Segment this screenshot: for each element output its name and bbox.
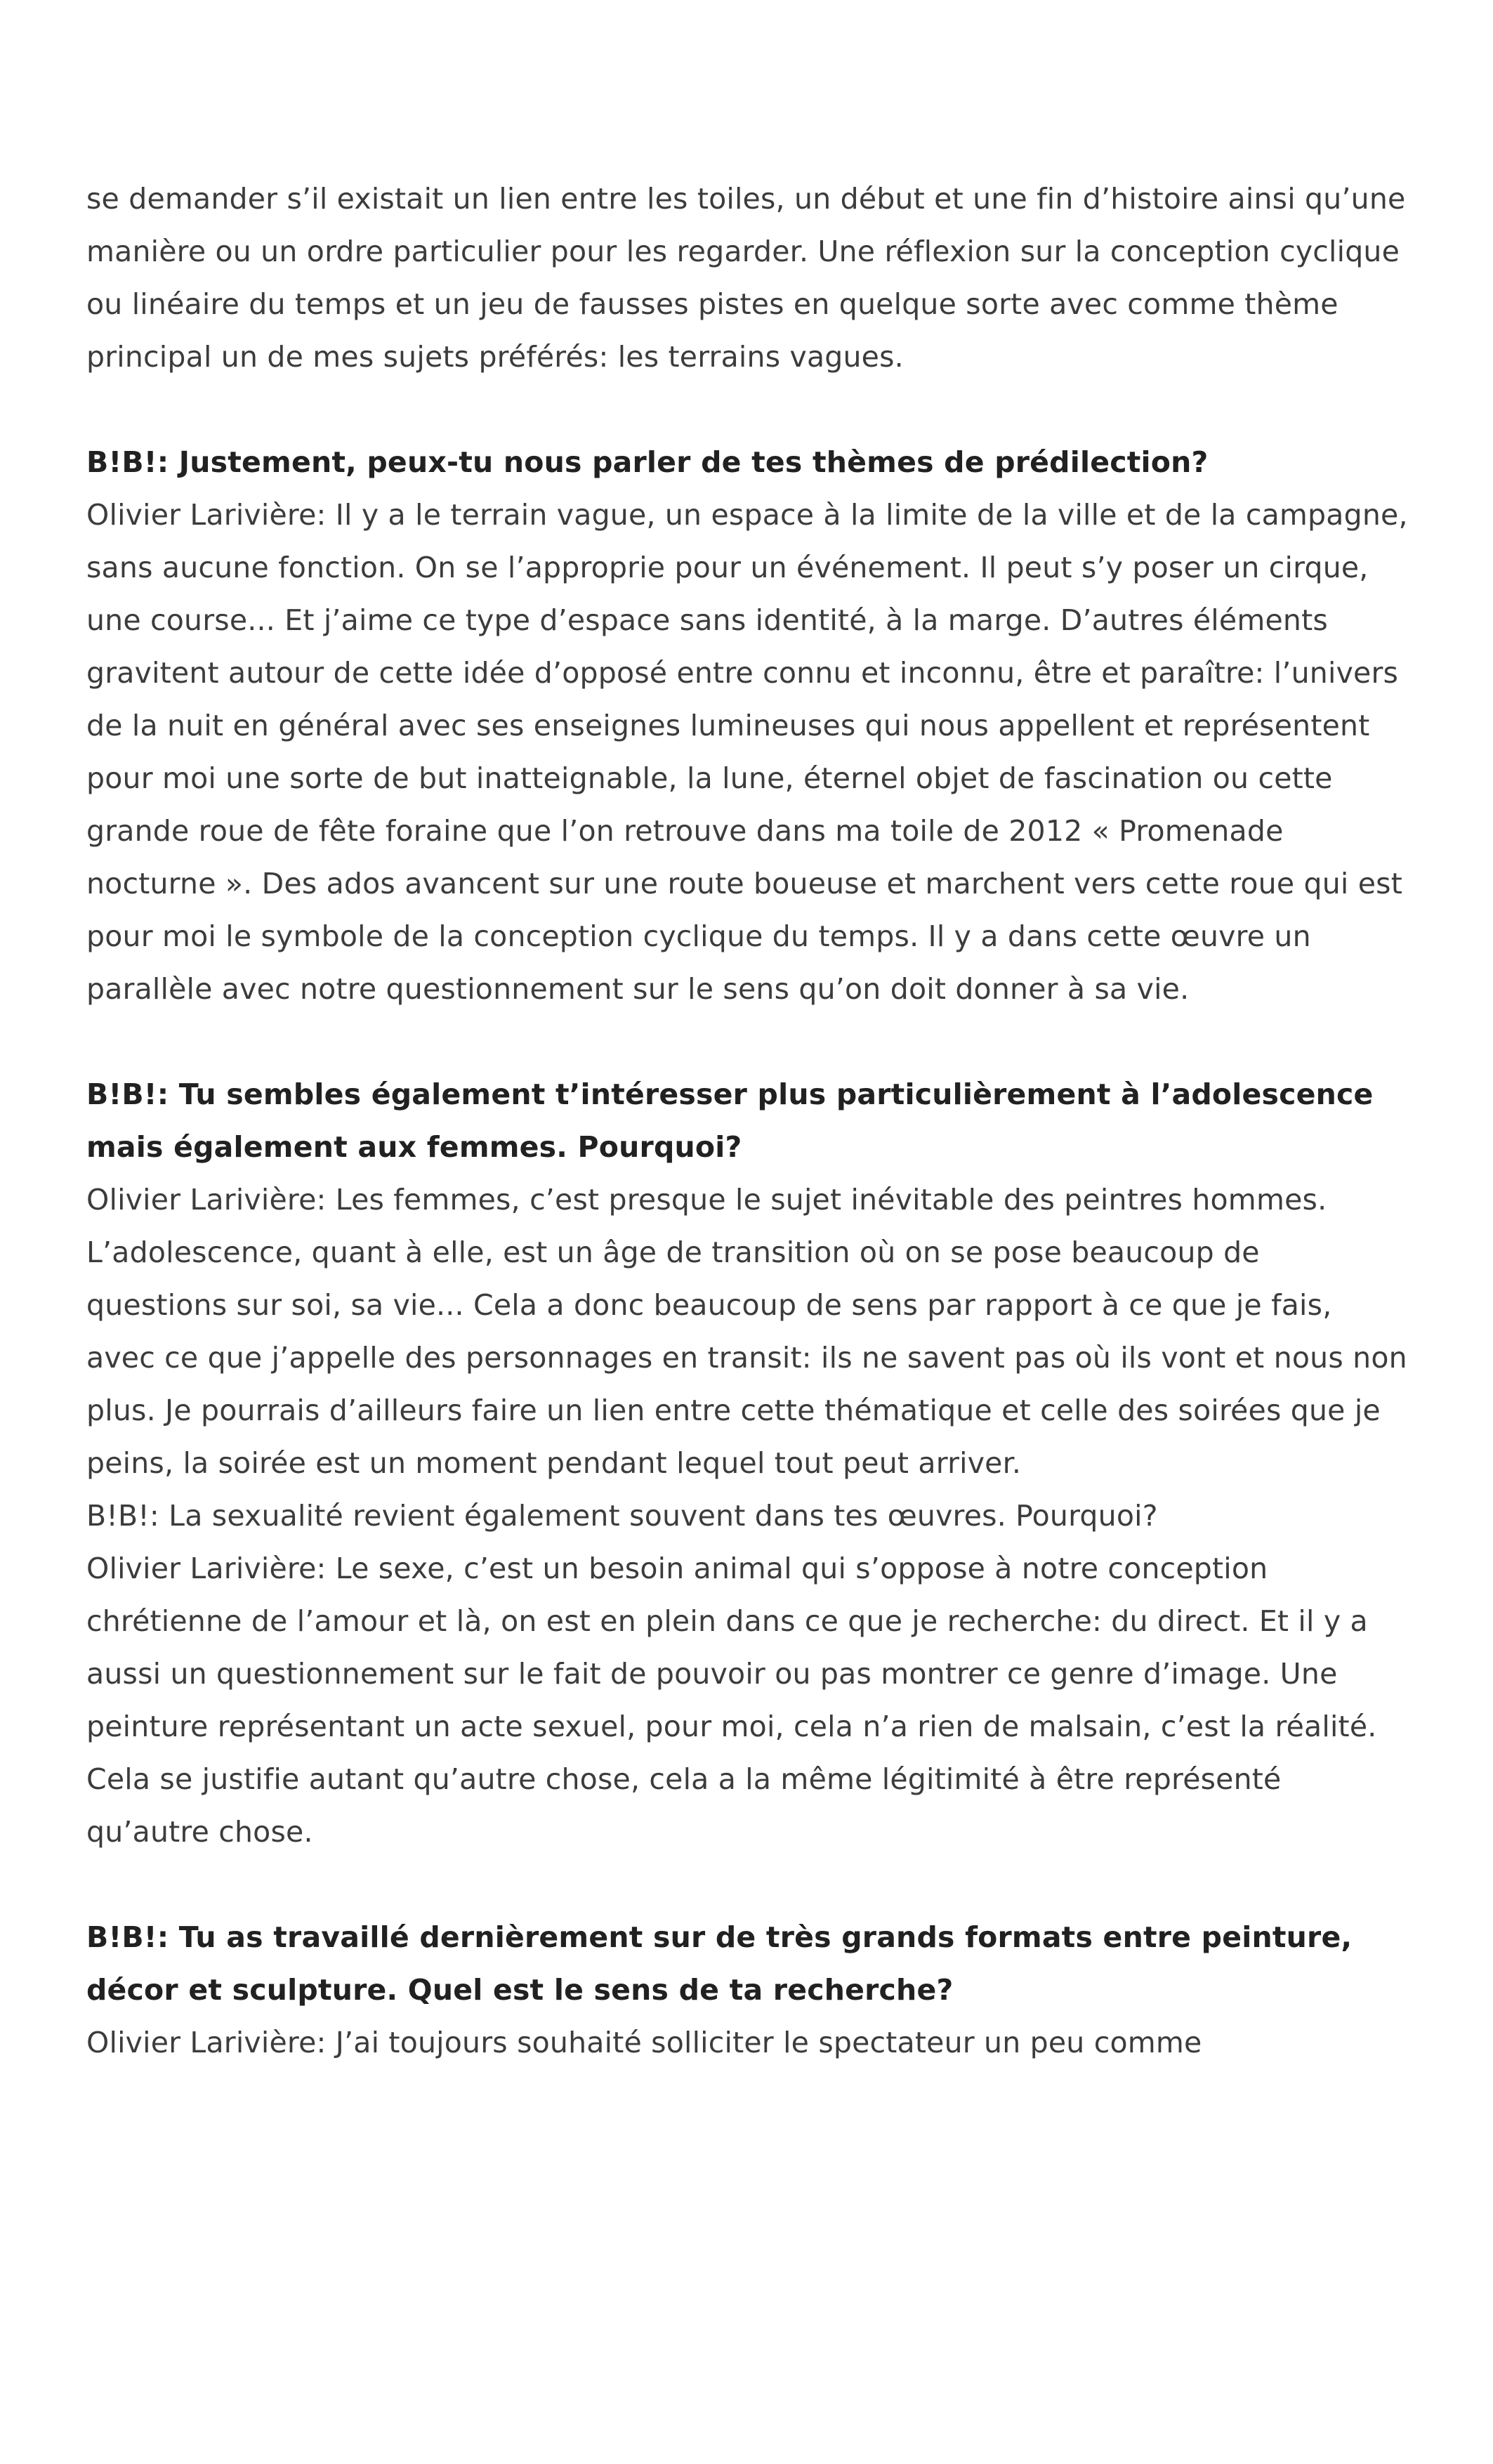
interview-answer-grands-formats-first-line: Olivier Larivière: J’ai toujours souhaité solliciter le spectateur un peu comme: [86, 2026, 1202, 2059]
interview-question-grands-formats: B!B!: Tu as travaillé dernièrement sur de très grands formats entre peinture, décor et sculpture. Quel est le sens de ta recherche?: [86, 1920, 1353, 2007]
interview-text-column: [86, 173, 1408, 2069]
interview-question-themes: B!B!: Justement, peux-tu nous parler de tes thèmes de prédilection?: [86, 445, 1209, 479]
paragraph-intro-continuation: se demander s’il existait un lien entre les toiles, un début et une fin d’histoire ainsi qu’une manière ou un ordre particulier pour les regarder. Une réflexion sur la conception cyclique ou linéaire du temps et un jeu de fausses pistes en quelque sorte avec comme thème principal un de mes sujets préférés: les terrains vagues.: [86, 182, 1406, 374]
interview-answer-sexualite: Olivier Larivière: Le sexe, c’est un besoin animal qui s’oppose à notre conception chrétienne de l’amour et là, on est en plein dans ce que je recherche: du direct. Et il y a aussi un questionnement sur le fait de pouvoir ou pas montrer ce genre d’image. Une peinture représentant un acte sexuel, pour moi, cela n’a rien de malsain, c’est la réalité. Cela se justifie autant qu’autre chose, cela a la même légitimité à être représenté qu’autre chose.: [86, 1552, 1377, 1849]
interview-answer-themes: Olivier Larivière: Il y a le terrain vague, un espace à la limite de la ville et de la campagne, sans aucune fonction. On se l’approprie pour un événement. Il peut s’y poser un cirque, une course... Et j’aime ce type d’espace sans identité, à la marge. D’autres éléments gravitent autour de cette idée d’opposé entre connu et inconnu, être et paraître: l’univers de la nuit en général avec ses enseignes lumineuses qui nous appellent et représentent pour moi une sorte de but inatteignable, la lune, éternel objet de fascination ou cette grande roue de fête foraine que l’on retrouve dans ma toile de 2012 « Promenade nocturne ». Des ados avancent sur une route boueuse et marchent vers cette roue qui est pour moi le symbole de la conception cyclique du temps. Il y a dans cette œuvre un parallèle avec notre questionnement sur le sens qu’on doit donner à sa vie.: [86, 498, 1408, 1006]
interview-question-adolescence-femmes: B!B!: Tu sembles également t’intéresser plus particulièrement à l’adolescence mais également aux femmes. Pourquoi?: [86, 1077, 1374, 1164]
interview-question-sexualite: B!B!: La sexualité revient également souvent dans tes œuvres. Pourquoi?: [86, 1499, 1158, 1533]
interview-answer-adolescence-femmes: Olivier Larivière: Les femmes, c’est presque le sujet inévitable des peintres hommes. L’adolescence, quant à elle, est un âge de transition où on se pose beaucoup de questions sur soi, sa vie... Cela a donc beaucoup de sens par rapport à ce que je fais, avec ce que j’appelle des personnages en transit: ils ne savent pas où ils vont et nous non plus. Je pourrais d’ailleurs faire un lien entre cette thématique et celle des soirées que je peins, la soirée est un moment pendant lequel tout peut arriver.: [86, 1183, 1407, 1480]
